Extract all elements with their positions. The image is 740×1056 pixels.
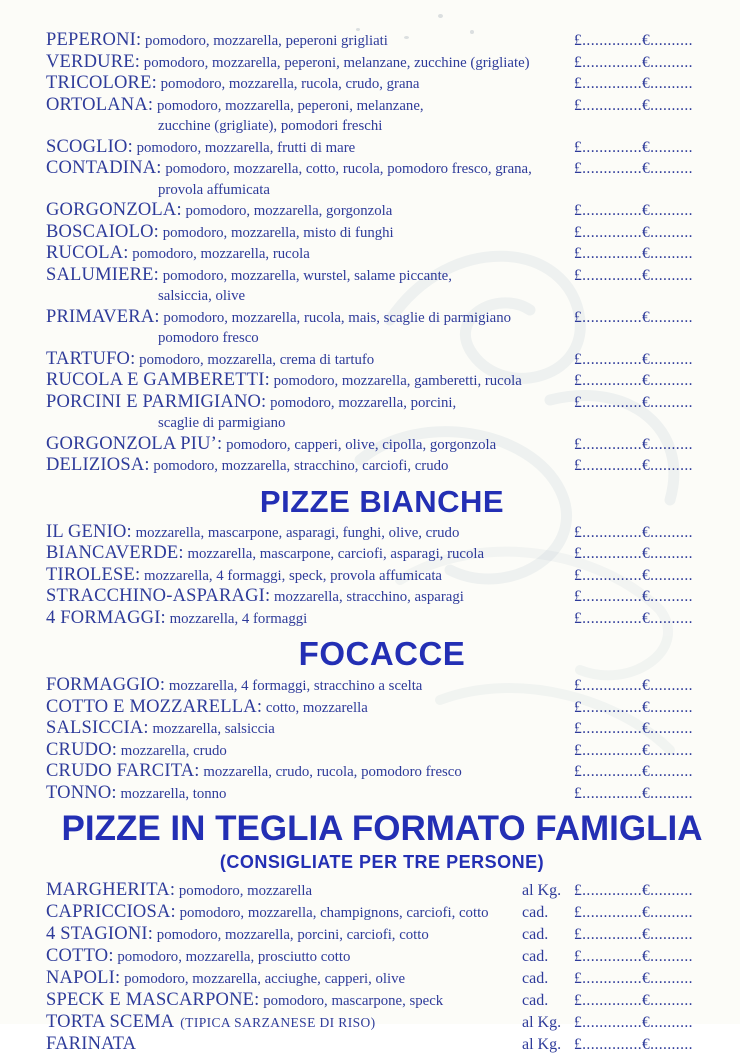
item-text (46, 880, 522, 902)
item-price-line: £..............€.......... (574, 948, 693, 965)
item-name: CAPRICCIOSA: (46, 902, 176, 922)
item-price-line: £..............€.......... (574, 609, 693, 627)
menu-section (46, 30, 718, 477)
item-name: PORCINI E PARMIGIANO: (46, 391, 267, 412)
menu-item-row (46, 265, 718, 307)
item-name: BIANCAVERDE: (46, 543, 184, 563)
item-price-line: £..............€.......... (574, 545, 693, 562)
item-description: pomodoro, mozzarella, champignons, carciofi, cotto (175, 905, 489, 921)
menu-item-row (46, 761, 718, 783)
menu-item-row (46, 783, 718, 805)
menu-item-row (46, 1012, 718, 1034)
item-name: MARGHERITA: (46, 880, 176, 900)
item-description: pomodoro, mozzarella, misto di funghi (159, 224, 394, 241)
item-name: COTTO E MOZZARELLA: (46, 696, 263, 717)
menu-item-row (46, 990, 718, 1012)
item-unit-label: cad. (522, 992, 549, 1009)
item-name: CRUDO FARCITA: (46, 761, 200, 781)
item-text (46, 73, 574, 95)
item-text (46, 434, 574, 456)
menu-item-row (46, 1034, 718, 1056)
section-subtitle: (CONSIGLIATE PER TRE PERSONE) (219, 852, 545, 872)
item-name: SALSICCIA: (46, 718, 149, 738)
item-description: pomodoro, mozzarella, rucola, mais, scaglie di parmigiano (159, 309, 512, 326)
item-name: CONTADINA: (46, 158, 162, 178)
item-name: TIROLESE: (46, 564, 141, 585)
item-price-line: £..............€.......... (574, 926, 693, 943)
item-price-line: £..............€.......... (574, 75, 693, 92)
item-name: SPECK E MASCARPONE: (46, 990, 260, 1010)
menu-section (46, 675, 718, 804)
item-text (46, 675, 574, 697)
item-name: IL GENIO: (46, 521, 132, 542)
item-name: SCOGLIO: (46, 136, 133, 157)
item-description: pomodoro, mozzarella, porcini, carciofi, cotto (153, 927, 429, 943)
item-description: mozzarella, 4 formaggi, speck, provola affumicata (140, 567, 443, 584)
item-text (46, 1034, 522, 1056)
item-name: SALUMIERE: (46, 264, 159, 285)
menu-item-row (46, 95, 718, 137)
item-description-continuation: scaglie di parmigiano (158, 415, 286, 431)
item-name: NAPOLI: (46, 968, 121, 988)
item-text (46, 95, 574, 137)
item-text (46, 137, 574, 159)
item-description-continuation: zucchine (grigliate), pomodori freschi (158, 118, 383, 134)
item-text (46, 924, 522, 946)
item-price-line: £..............€.......... (574, 245, 693, 262)
item-text (46, 565, 574, 587)
menu-item-row (46, 902, 718, 924)
section-title: PIZZE BIANCHE (259, 483, 505, 519)
item-description: pomodoro, mozzarella (175, 883, 313, 899)
menu-item-row (46, 222, 718, 244)
item-unit-label: cad. (522, 904, 549, 921)
item-description: mozzarella, tonno (116, 785, 227, 802)
item-price-line: £..............€.......... (574, 882, 693, 899)
item-description-continuation: salsiccia, olive (158, 288, 246, 304)
item-text (46, 243, 574, 265)
menu-item-row (46, 543, 718, 565)
item-text (46, 902, 522, 924)
item-description: pomodoro, mozzarella, rucola (128, 246, 310, 262)
item-name: 4 FORMAGGI: (46, 607, 166, 628)
item-name: 4 STAGIONI: (46, 924, 154, 944)
item-description: mozzarella, stracchino, asparagi (270, 589, 464, 605)
item-description: mozzarella, mascarpone, asparagi, funghi, olive, crudo (131, 524, 460, 541)
item-name: COTTO: (46, 946, 114, 966)
item-name: TONNO: (46, 782, 117, 803)
menu-item-row (46, 880, 718, 902)
item-description: mozzarella, salsiccia (148, 721, 275, 737)
item-text (46, 392, 574, 434)
item-text (46, 761, 574, 783)
item-text (46, 586, 574, 608)
section-header (46, 636, 718, 672)
item-name: BOSCAIOLO: (46, 221, 160, 242)
item-name: FORMAGGIO: (46, 675, 166, 695)
item-price-line: £..............€.......... (574, 523, 693, 541)
item-name: TRICOLORE: (46, 73, 157, 93)
item-description: pomodoro, mozzarella, crema di tartufo (135, 351, 375, 368)
menu-item-row (46, 52, 718, 74)
menu-item-row (46, 73, 718, 95)
item-description: pomodoro, mozzarella, porcini, (266, 394, 457, 411)
item-text (46, 200, 574, 222)
item-price-line: £..............€.......... (574, 784, 693, 802)
item-text (46, 783, 574, 805)
item-price-line: £..............€.......... (574, 202, 693, 219)
item-description: pomodoro, mozzarella, gorgonzola (181, 203, 393, 219)
menu-item-row (46, 349, 718, 371)
item-description: mozzarella, crudo, rucola, pomodoro fresco (199, 764, 462, 780)
item-name: PEPERONI: (46, 30, 142, 50)
item-description: mozzarella, 4 formaggi, stracchino a scelta (165, 678, 423, 694)
menu-item-row (46, 718, 718, 740)
item-description: pomodoro, mozzarella, peperoni, melanzane, (153, 97, 424, 114)
item-text (46, 1012, 522, 1034)
item-name: ORTOLANA: (46, 94, 154, 115)
item-price-line: £..............€.......... (574, 350, 693, 368)
item-name: TARTUFO: (46, 348, 136, 369)
item-text (46, 265, 574, 307)
item-description: pomodoro, mozzarella, prosciutto cotto (113, 949, 351, 965)
item-text (46, 946, 522, 968)
menu-item-row (46, 675, 718, 697)
menu-item-row (46, 740, 718, 762)
item-unit-label: al Kg. (522, 1014, 562, 1031)
item-price-line: £..............€.......... (574, 223, 693, 241)
item-description-continuation: pomodoro fresco (158, 330, 259, 346)
item-price-line: £..............€.......... (574, 372, 693, 389)
item-unit-label: al Kg. (522, 1036, 562, 1053)
item-text (46, 543, 574, 565)
item-text (46, 222, 574, 244)
item-price-line: £..............€.......... (574, 720, 693, 737)
item-text (46, 608, 574, 630)
section-header (46, 809, 718, 873)
item-description: pomodoro, mozzarella, frutti di mare (132, 139, 356, 156)
menu-section (46, 522, 718, 630)
item-description: pomodoro, mozzarella, peperoni, melanzane, zucchine (grigliate) (140, 54, 530, 71)
menu-item-row (46, 158, 718, 200)
item-name: VERDURE: (46, 51, 141, 72)
menu-item-row (46, 30, 718, 52)
item-description: mozzarella, crudo (117, 742, 227, 759)
item-text (46, 52, 574, 74)
item-text (46, 522, 574, 544)
menu-item-row (46, 392, 718, 434)
item-name: DELIZIOSA: (46, 455, 150, 475)
item-price-line: £..............€.......... (574, 698, 693, 716)
item-price-line: £..............€.......... (574, 32, 693, 49)
item-unit-label: cad. (522, 948, 549, 965)
item-text (46, 697, 574, 719)
menu-item-row (46, 307, 718, 349)
menu-item-row (46, 522, 718, 544)
item-description: cotto, mozzarella (262, 699, 368, 716)
menu-item-row (46, 434, 718, 456)
item-price-line: £..............€.......... (574, 992, 693, 1009)
menu-section (46, 880, 718, 1056)
item-description: pomodoro, mozzarella, stracchino, carciofi, crudo (149, 458, 449, 474)
item-name: RUCOLA E GAMBERETTI: (46, 370, 270, 390)
section-header (46, 485, 718, 519)
item-price-line: £..............€.......... (574, 53, 693, 71)
menu-item-row (46, 697, 718, 719)
item-name: RUCOLA: (46, 243, 129, 263)
item-price-line: £..............€.......... (574, 308, 693, 326)
item-unit-label: al Kg. (522, 882, 562, 899)
item-description: pomodoro, mascarpone, speck (259, 993, 444, 1009)
item-unit-label: cad. (522, 970, 549, 987)
item-price-line: £..............€.......... (574, 904, 693, 921)
item-text (46, 718, 574, 740)
item-description-continuation: provola affumicata (158, 181, 270, 198)
item-price-line: £..............€.......... (574, 566, 693, 584)
item-name: PRIMAVERA: (46, 306, 160, 327)
item-name: STRACCHINO-ASPARAGI: (46, 586, 271, 606)
menu-item-row (46, 243, 718, 265)
item-name: TORTA SCEMA (46, 1012, 175, 1032)
menu-item-row (46, 137, 718, 159)
item-price-line: £..............€.......... (574, 763, 693, 780)
item-description: pomodoro, mozzarella, cotto, rucola, pomodoro fresco, grana, (161, 161, 532, 177)
item-text (46, 158, 574, 200)
item-price-line: £..............€.......... (574, 677, 693, 694)
item-description: mozzarella, mascarpone, carciofi, asparagi, rucola (183, 546, 485, 562)
item-name: FARINATA (46, 1034, 137, 1054)
item-price-line: £..............€.......... (574, 266, 693, 284)
item-text (46, 30, 574, 52)
item-text (46, 968, 522, 990)
item-price-line: £..............€.......... (574, 138, 693, 156)
item-price-line: £..............€.......... (574, 435, 693, 453)
menu-item-row (46, 946, 718, 968)
item-description: pomodoro, mozzarella, acciughe, capperi, olive (120, 971, 406, 987)
item-price-line: £..............€.......... (574, 393, 693, 411)
menu-item-row (46, 968, 718, 990)
item-name: CRUDO: (46, 739, 118, 760)
item-description: pomodoro, mozzarella, wurstel, salame piccante, (159, 267, 452, 284)
item-price-line: £..............€.......... (574, 457, 693, 474)
section-title: FOCACCE (298, 635, 466, 672)
item-name: GORGONZOLA: (46, 200, 182, 220)
item-description: pomodoro, mozzarella, peperoni grigliati (141, 33, 388, 49)
item-text (46, 307, 574, 349)
item-price-line: £..............€.......... (574, 970, 693, 987)
menu-item-row (46, 586, 718, 608)
menu-item-row (46, 608, 718, 630)
menu-item-row (46, 200, 718, 222)
item-price-line: £..............€.......... (574, 1014, 693, 1031)
item-description: pomodoro, mozzarella, rucola, crudo, grana (156, 76, 420, 92)
section-title: PIZZE IN TEGLIA FORMATO FAMIGLIA (61, 809, 703, 848)
item-text (46, 370, 574, 392)
item-name: GORGONZOLA PIU’: (46, 433, 223, 454)
item-note: (TIPICA SARZANESE DI RISO) (180, 1015, 376, 1030)
menu-item-row (46, 455, 718, 477)
item-unit-label: cad. (522, 926, 549, 943)
item-price-line: £..............€.......... (574, 741, 693, 759)
item-text (46, 990, 522, 1012)
menu-item-row (46, 924, 718, 946)
item-description: pomodoro, mozzarella, gamberetti, rucola (269, 373, 522, 389)
item-price-line: £..............€.......... (574, 588, 693, 605)
item-description: mozzarella, 4 formaggi (165, 610, 308, 627)
item-text (46, 455, 574, 477)
item-price-line: £..............€.......... (574, 1036, 693, 1053)
item-price-line: £..............€.......... (574, 96, 693, 114)
item-price-line: £..............€.......... (574, 160, 693, 177)
item-text (46, 349, 574, 371)
menu-item-row (46, 370, 718, 392)
menu-item-row (46, 565, 718, 587)
item-text (46, 740, 574, 762)
item-description: pomodoro, capperi, olive, cipolla, gorgonzola (222, 436, 497, 453)
